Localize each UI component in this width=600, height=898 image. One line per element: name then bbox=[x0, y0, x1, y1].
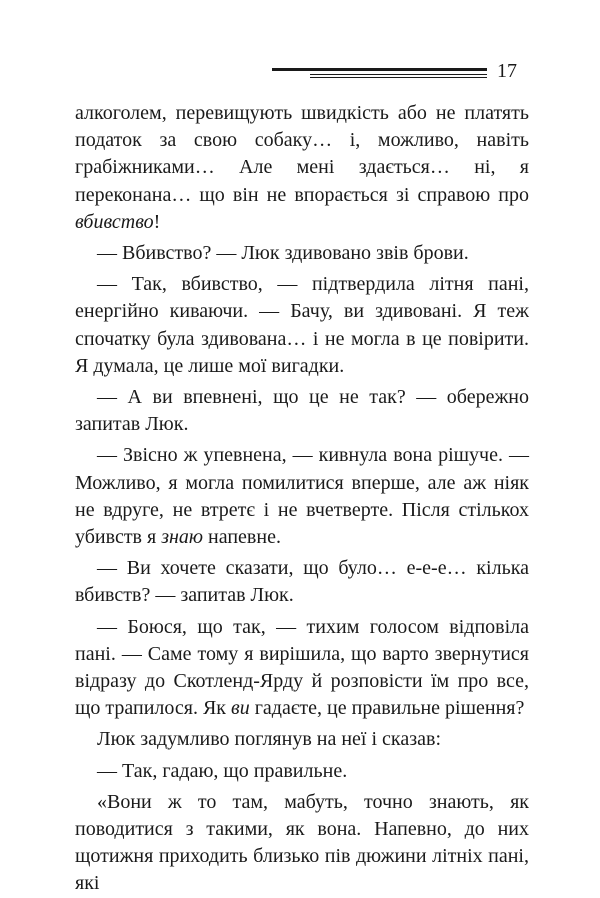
emphasized-text: вбивство bbox=[75, 210, 154, 233]
header-rule-thick bbox=[272, 68, 487, 71]
text-run: — Так, гадаю, що правильне. bbox=[97, 759, 348, 782]
text-run: ! bbox=[153, 210, 161, 233]
header-rule-thin bbox=[310, 74, 487, 75]
paragraph bbox=[75, 789, 529, 898]
paragraph bbox=[75, 240, 529, 267]
paragraph bbox=[75, 442, 529, 551]
text-run: — Так, вбивство, — підтвердила літня пані, енергійно киваючи. — Бачу, ви здивовані. Я теж спочатку була здивована… і не могла в це повірити. Я думала, це лише мої вигадки. bbox=[75, 273, 529, 377]
paragraph bbox=[75, 555, 529, 609]
text-run: алкоголем, перевищують швидкість або не платять податок за свою собаку… і, можливо, навіть грабіжниками… Але мені здається… ні, я переконана… що він не впорається зі справою про bbox=[75, 102, 529, 206]
text-run: — Вбивство? — Люк здивовано звів брови. bbox=[97, 242, 469, 265]
text-run: — Боюся, що так, — тихим голосом відповіла пані. — Саме тому я вирішила, що варто звернутися відразу до Скотленд-Ярду й розповісти їм про все, що трапилося. Як bbox=[75, 615, 529, 720]
paragraph bbox=[75, 384, 529, 438]
emphasized-text: знаю bbox=[161, 526, 204, 549]
text-run: напевне. bbox=[203, 526, 281, 549]
emphasized-text: ви bbox=[231, 697, 250, 720]
paragraph bbox=[75, 100, 529, 236]
paragraph bbox=[75, 271, 529, 380]
text-run: — А ви впевнені, що це не так? — обережно запитав Люк. bbox=[75, 386, 529, 436]
page-number: 17 bbox=[497, 60, 517, 82]
header-rule-thin bbox=[310, 77, 487, 78]
body-text bbox=[75, 100, 529, 898]
text-run: гадаєте, це правильне рішення? bbox=[249, 697, 525, 720]
paragraph bbox=[75, 758, 529, 785]
paragraph bbox=[75, 726, 529, 753]
paragraph bbox=[75, 614, 529, 723]
text-run: — Звісно ж упевнена, — кивнула вона рішуче. — Можливо, я могла помилитися вперше, але аж ніяк не вдруге, не втретє і не вчетверте. Після стількох убивств я bbox=[75, 444, 529, 549]
running-header bbox=[272, 58, 522, 88]
text-run: — Ви хочете сказати, що було… е-е-е… кілька вбивств? — запитав Люк. bbox=[75, 557, 529, 607]
text-run: Люк задумливо поглянув на неї і сказав: bbox=[97, 728, 441, 751]
text-run: «Вони ж то там, мабуть, точно знають, як поводитися з такими, як вона. Напевно, до них щотижня приходить близько пів дюжини літніх пані, які bbox=[75, 790, 529, 895]
